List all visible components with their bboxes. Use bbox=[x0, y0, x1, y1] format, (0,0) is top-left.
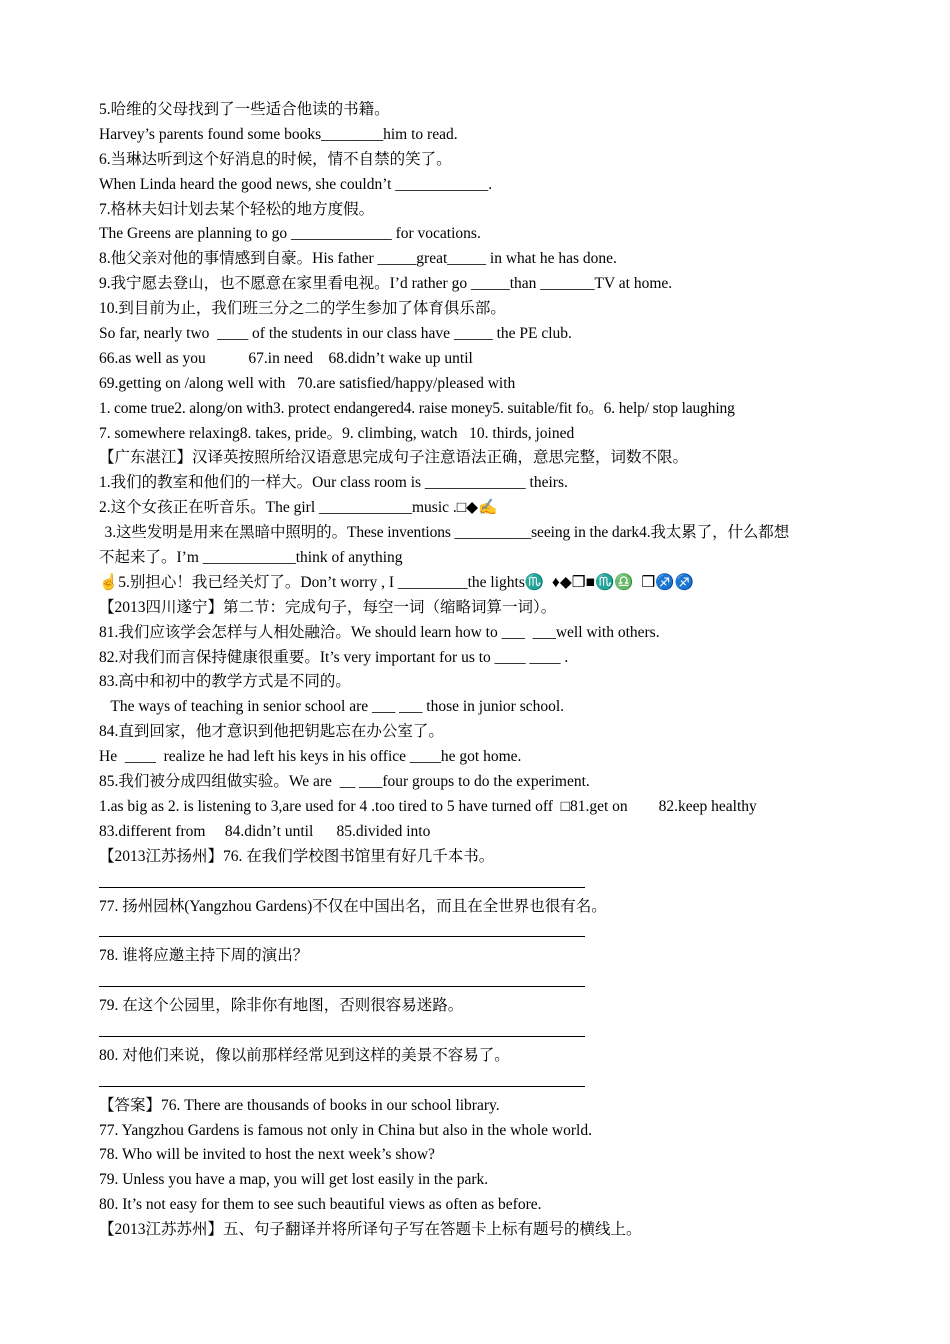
text-line: 10.到目前为止，我们班三分之二的学生参加了体育俱乐部。 bbox=[99, 300, 506, 318]
text-line: 83.高中和初中的教学方式是不同的。 bbox=[99, 673, 351, 691]
text-line: 5.哈维的父母找到了一些适合他读的书籍。 bbox=[99, 101, 390, 118]
text-line: So far, nearly two ____ of the students in our class have _____ the PE club. bbox=[99, 325, 572, 343]
text-line: 82.对我们而言保持健康很重要。It’s very important for us to ____ ____ . bbox=[99, 648, 569, 666]
text-line: 9.我宁愿去登山，也不愿意在家里看电视。I’d rather go _____than _______TV at home. bbox=[99, 275, 673, 293]
text-line: 不起来了。I’m ____________think of anything bbox=[99, 549, 403, 567]
text-line: ☝5.别担心！我已经关灯了。Don’t worry , I _________the lights♏ ♦◆❒■♏♎ ❒♐♐ bbox=[99, 573, 694, 591]
text-line: 7.格林夫妇计划去某个轻松的地方度假。 bbox=[99, 200, 375, 218]
blank-answer-rule bbox=[99, 919, 859, 944]
answer-line: 77. Yangzhou Gardens is famous not only in China but also in the whole world. bbox=[99, 1121, 592, 1139]
answer-line: 78. Who will be invited to host the next week’s show? bbox=[99, 1146, 435, 1164]
answer-line: 80. It’s not easy for them to see such beautiful views as often as before. bbox=[99, 1196, 542, 1214]
section-heading: 【2013江苏扬州】76. 在我们学校图书馆里有好几千本书。 bbox=[99, 847, 495, 865]
text-line: 77. 扬州园林(Yangzhou Gardens)不仅在中国出名，而且在全世界也很有名。 bbox=[99, 897, 607, 915]
answer-line: 1.as big as 2. is listening to 3,are used for 4 .too tired to 5 have turned off □81.get on 82.keep healthy bbox=[99, 797, 757, 815]
answer-line: 69.getting on /along well with 70.are satisfied/happy/pleased with bbox=[99, 374, 516, 392]
text-line: 8.他父亲对他的事情感到自豪。His father _____great_____ in what he has done. bbox=[99, 250, 617, 268]
text-line: 80. 对他们来说，像以前那样经常见到这样的美景不容易了。 bbox=[99, 1046, 510, 1064]
text-line: 85.我们被分成四组做实验。We are __ ___four groups to do the experiment. bbox=[99, 773, 590, 791]
section-heading: 【2013四川遂宁】第二节：完成句子，每空一词（缩略词算一词）。 bbox=[99, 598, 557, 616]
text-line: The ways of teaching in senior school are ___ ___ those in junior school. bbox=[99, 698, 565, 716]
answer-line: 83.different from 84.didn’t until 85.divided into bbox=[99, 822, 431, 840]
text-line: 81.我们应该学会怎样与人相处融洽。We should learn how to ___ ___well with others. bbox=[99, 623, 660, 641]
text-line: 79. 在这个公园里，除非你有地图，否则很容易迷路。 bbox=[99, 997, 464, 1015]
text-line: 78. 谁将应邀主持下周的演出？ bbox=[99, 947, 309, 965]
section-heading: 【广东湛江】汉译英按照所给汉语意思完成句子注意语法正确，意思完整，词数不限。 bbox=[99, 449, 689, 467]
section-heading: 【2013江苏苏州】五、句子翻译并将所译句子写在答题卡上标有题号的横线上。 bbox=[99, 1221, 642, 1239]
document-body bbox=[99, 98, 859, 1243]
text-line: 3.这些发明是用来在黑暗中照明的。These inventions __________seeing in the dark4.我太累了，什么都想 bbox=[97, 524, 790, 542]
text-line: The Greens are planning to go _____________ for vocations. bbox=[99, 225, 481, 243]
blank-answer-rule bbox=[99, 1019, 859, 1044]
answer-line: 【答案】76. There are thousands of books in our school library. bbox=[99, 1096, 500, 1114]
blank-answer-rule bbox=[99, 969, 859, 994]
answer-line: 7. somewhere relaxing8. takes, pride。9. climbing, watch 10. thirds, joined bbox=[99, 424, 575, 442]
text-line: 2.这个女孩正在听音乐。The girl ____________music .□◆✍ bbox=[99, 499, 498, 517]
text-line: 1.我们的教室和他们的一样大。Our class room is _____________ theirs. bbox=[99, 474, 568, 492]
text-line: 6.当琳达听到这个好消息的时候，情不自禁的笑了。 bbox=[99, 150, 452, 168]
text-line: Harvey’s parents found some books________him to read. bbox=[99, 125, 458, 143]
blank-answer-rule bbox=[99, 1069, 859, 1094]
text-line: He ____ realize he had left his keys in his office ____he got home. bbox=[99, 748, 522, 766]
answer-line: 1. come true2. along/on with3. protect endangered4. raise money5. suitable/fit fo。6. help/ stop laughing bbox=[99, 399, 735, 417]
text-line: 84.直到回家，他才意识到他把钥匙忘在办公室了。 bbox=[99, 723, 444, 741]
answer-line: 79. Unless you have a map, you will get lost easily in the park. bbox=[99, 1171, 489, 1189]
answer-line: 66.as well as you 67.in need 68.didn’t wake up until bbox=[99, 349, 473, 367]
blank-answer-rule bbox=[99, 870, 859, 895]
text-line: When Linda heard the good news, she couldn’t ____________. bbox=[99, 175, 493, 193]
